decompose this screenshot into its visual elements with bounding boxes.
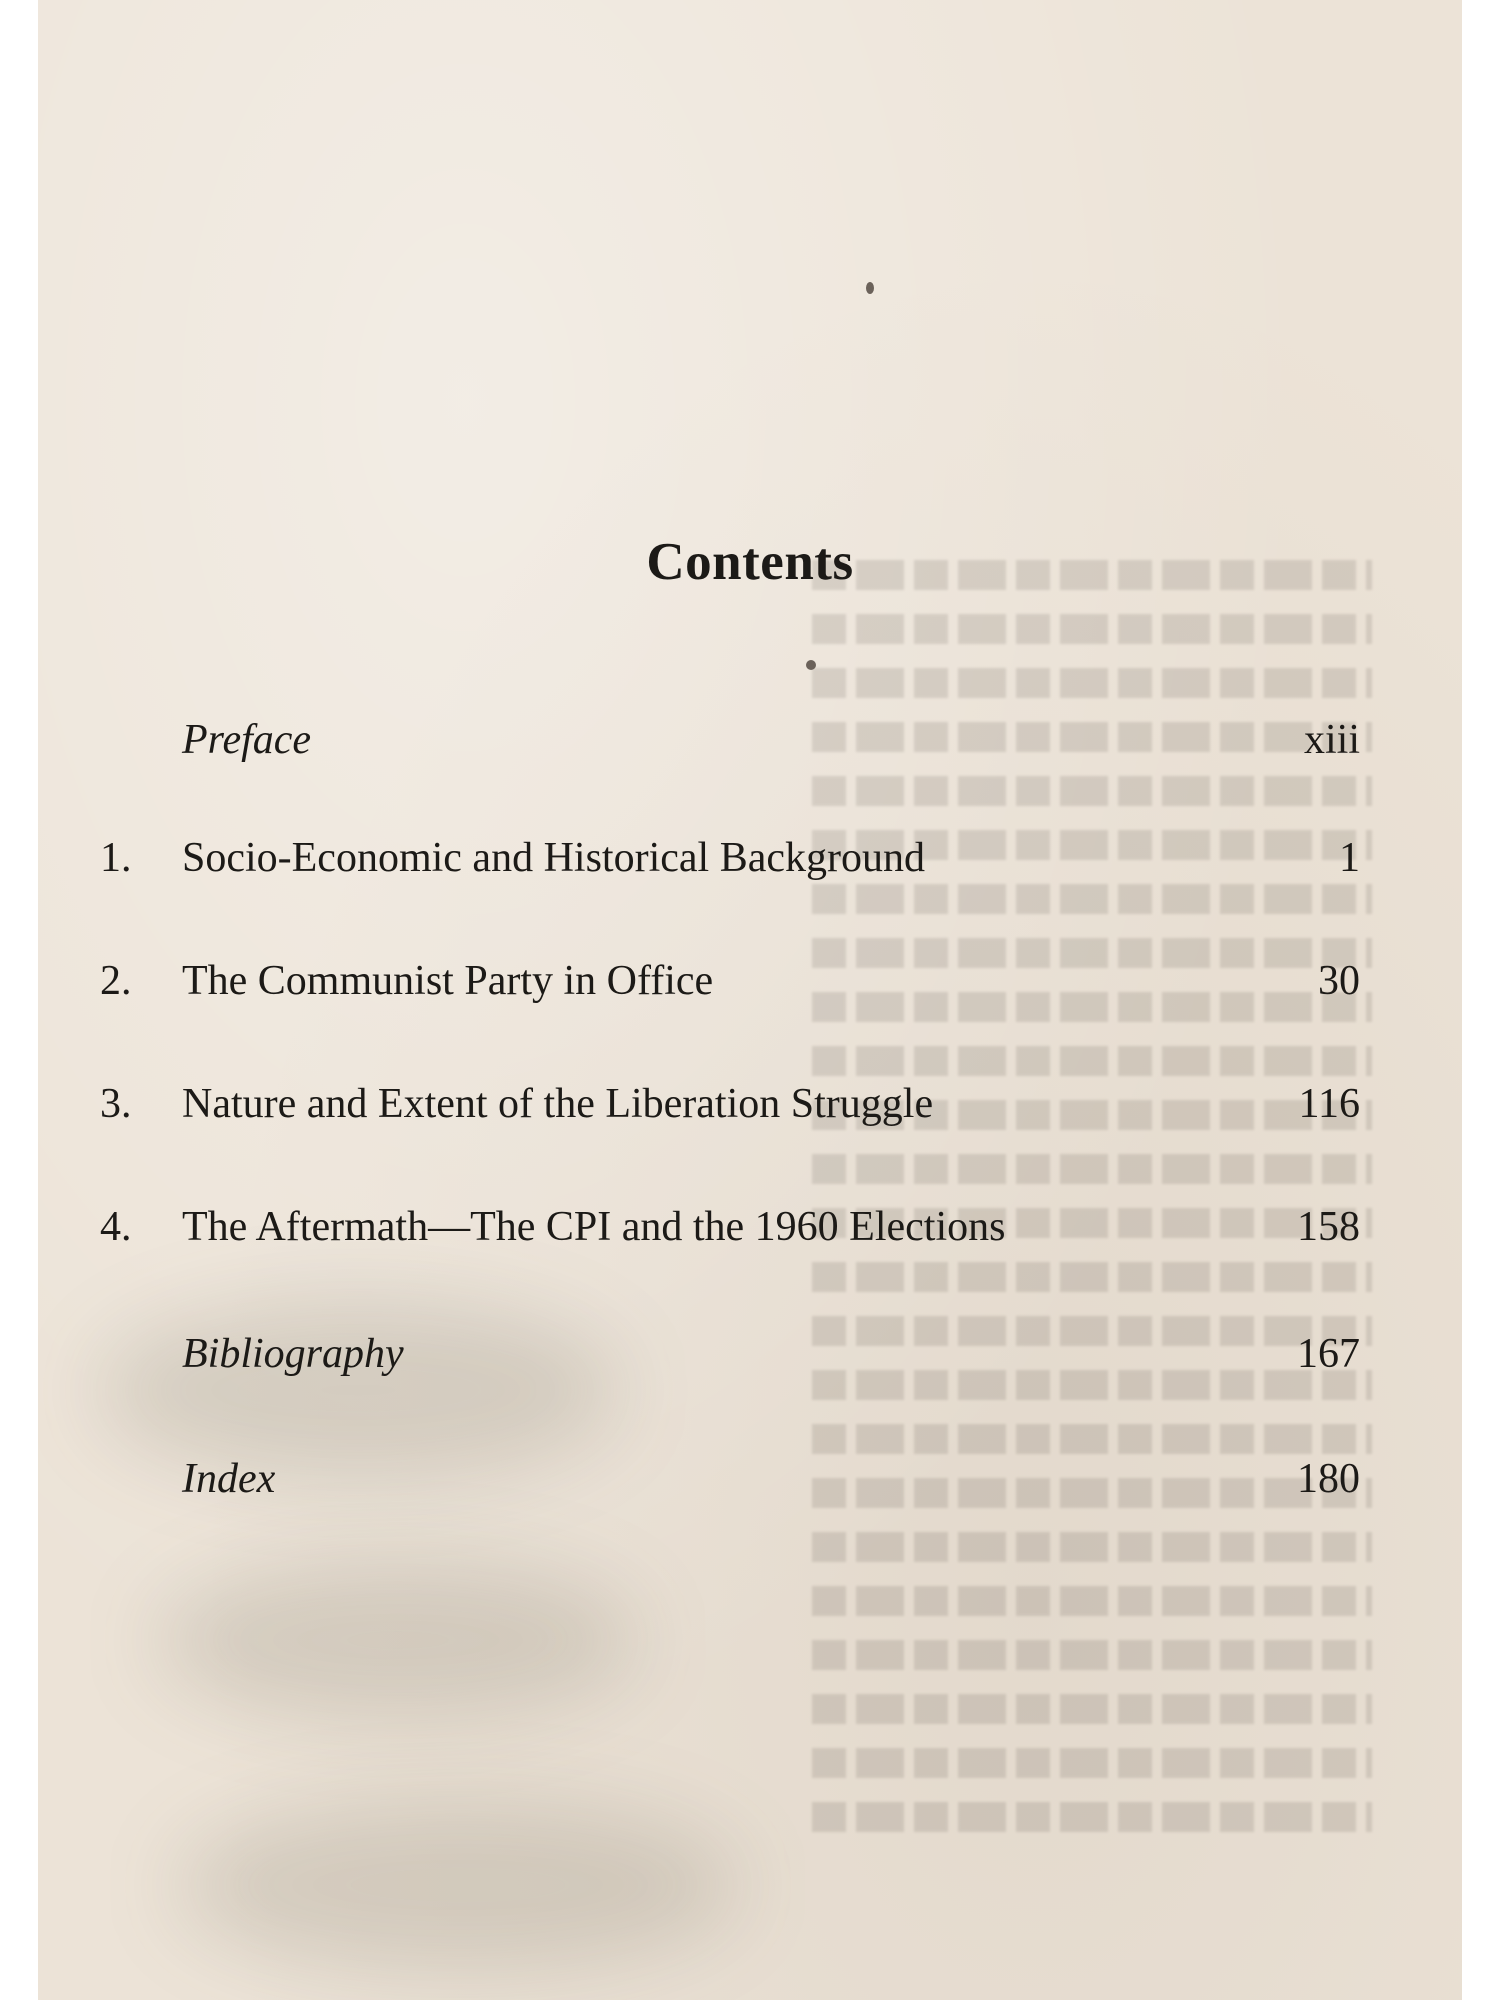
toc-entry — [38, 1203, 1462, 1263]
toc-entry — [38, 1330, 1462, 1390]
toc-entry — [38, 957, 1462, 1017]
entry-title: Nature and Extent of the Liberation Struggle — [182, 1081, 934, 1127]
toc-entry — [38, 834, 1462, 894]
shadow-smudge — [158, 1560, 638, 1720]
entry-page-number: 30 — [1318, 958, 1360, 1004]
entry-title: Bibliography — [182, 1331, 404, 1377]
entry-number: 3. — [100, 1081, 132, 1127]
show-through-text — [812, 560, 1372, 2000]
ink-speck — [806, 660, 816, 670]
shadow-smudge — [98, 1300, 618, 1480]
toc-entry — [38, 1080, 1462, 1140]
entry-page-number: 167 — [1297, 1331, 1360, 1377]
entry-page-number: xiii — [1303, 717, 1360, 763]
entry-page-number: 116 — [1298, 1081, 1360, 1127]
entry-number: 4. — [100, 1204, 132, 1250]
entry-number: 2. — [100, 958, 132, 1004]
toc-entry — [38, 1455, 1462, 1515]
toc-entry — [38, 716, 1462, 776]
page-title: Contents — [646, 533, 854, 591]
entry-title: Index — [182, 1456, 276, 1502]
entry-page-number: 1 — [1339, 835, 1360, 881]
entry-page-number: 180 — [1297, 1456, 1360, 1502]
entry-title: The Communist Party in Office — [182, 958, 714, 1004]
entry-title: Preface — [182, 717, 312, 763]
entry-page-number: 158 — [1297, 1204, 1360, 1250]
book-page — [38, 0, 1462, 2000]
entry-number: 1. — [100, 835, 132, 881]
ink-speck — [866, 282, 874, 294]
entry-title: The Aftermath—The CPI and the 1960 Elections — [182, 1204, 1006, 1250]
shadow-smudge — [178, 1800, 738, 1970]
entry-title: Socio-Economic and Historical Background — [182, 835, 925, 881]
